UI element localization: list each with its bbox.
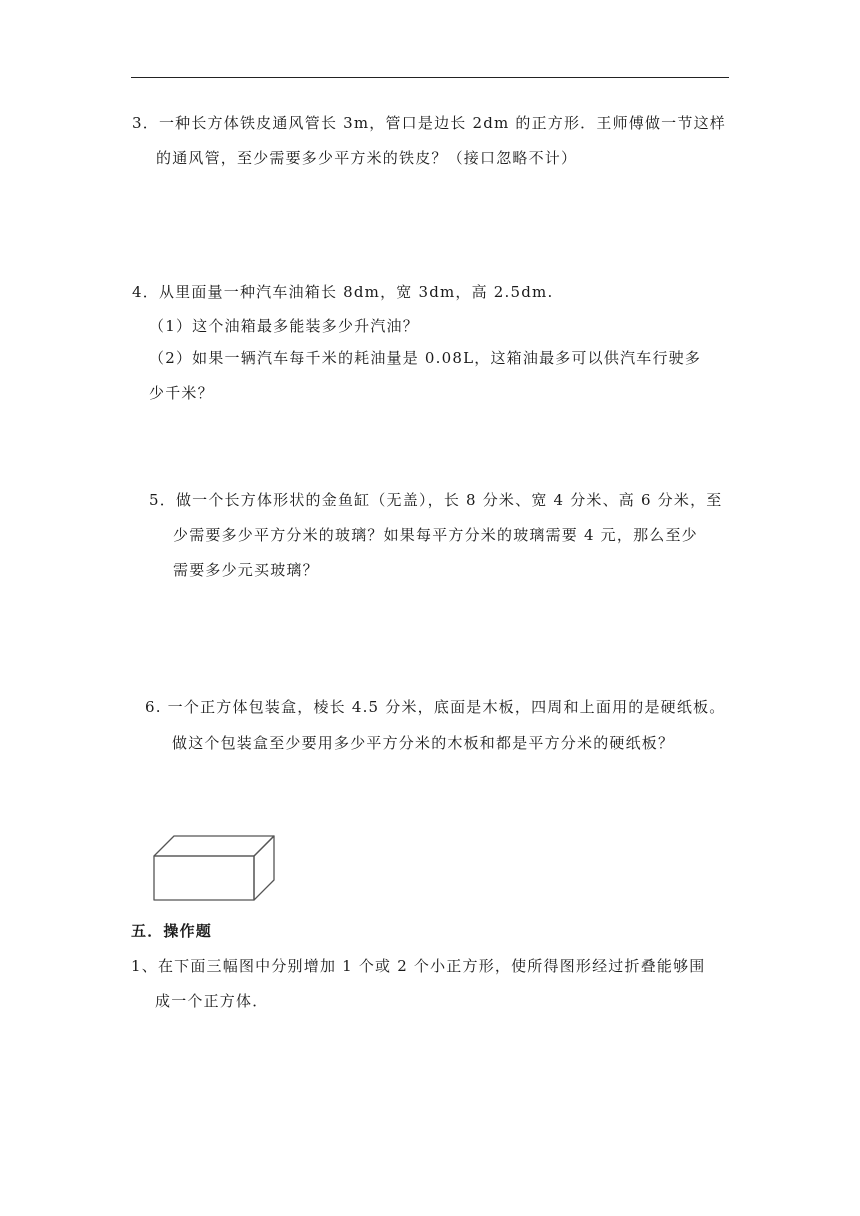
section5-title: 五．操作题 [131,922,213,940]
q6-line1: 6. 一个正方体包装盒，棱长 4.5 分米，底面是木板，四周和上面用的是硬纸板。 [145,698,726,716]
cuboid-drawing [150,832,280,904]
q4-sub2-cont: 少千米？ [149,384,214,402]
header-rule [131,77,729,78]
q5-line2: 少需要多少平方分米的玻璃？如果每平方分米的玻璃需要 4 元，那么至少 [173,526,698,544]
cuboid-icon [150,832,280,904]
cuboid-side-face [254,836,274,900]
q5-line3: 需要多少元买玻璃？ [173,561,319,579]
section5-q1-line1: 1、在下面三幅图中分别增加 1 个或 2 个小正方形，使所得图形经过折叠能够围 [131,957,706,975]
q4-sub1: （1）这个油箱最多能装多少升汽油？ [149,317,419,335]
cuboid-top-face [154,836,274,856]
q4-sub2: （2）如果一辆汽车每千米的耗油量是 0.08L，这箱油最多可以供汽车行驶多 [149,349,702,367]
q5-line1: 5．做一个长方体形状的金鱼缸（无盖），长 8 分米、宽 4 分米、高 6 分米，至 [149,491,723,509]
q6-line2: 做这个包装盒至少要用多少平方分米的木板和都是平方分米的硬纸板？ [172,734,675,752]
q3-line2: 的通风管，至少需要多少平方米的铁皮？（接口忽略不计） [156,149,578,167]
cuboid-front-face [154,856,254,900]
q3-line1: 3．一种长方体铁皮通风管长 3m，管口是边长 2dm 的正方形．王师傅做一节这样 [132,114,726,132]
section5-q1-line2: 成一个正方体． [155,992,269,1010]
q4-line1: 4．从里面量一种汽车油箱长 8dm，宽 3dm，高 2.5dm. [132,283,554,301]
